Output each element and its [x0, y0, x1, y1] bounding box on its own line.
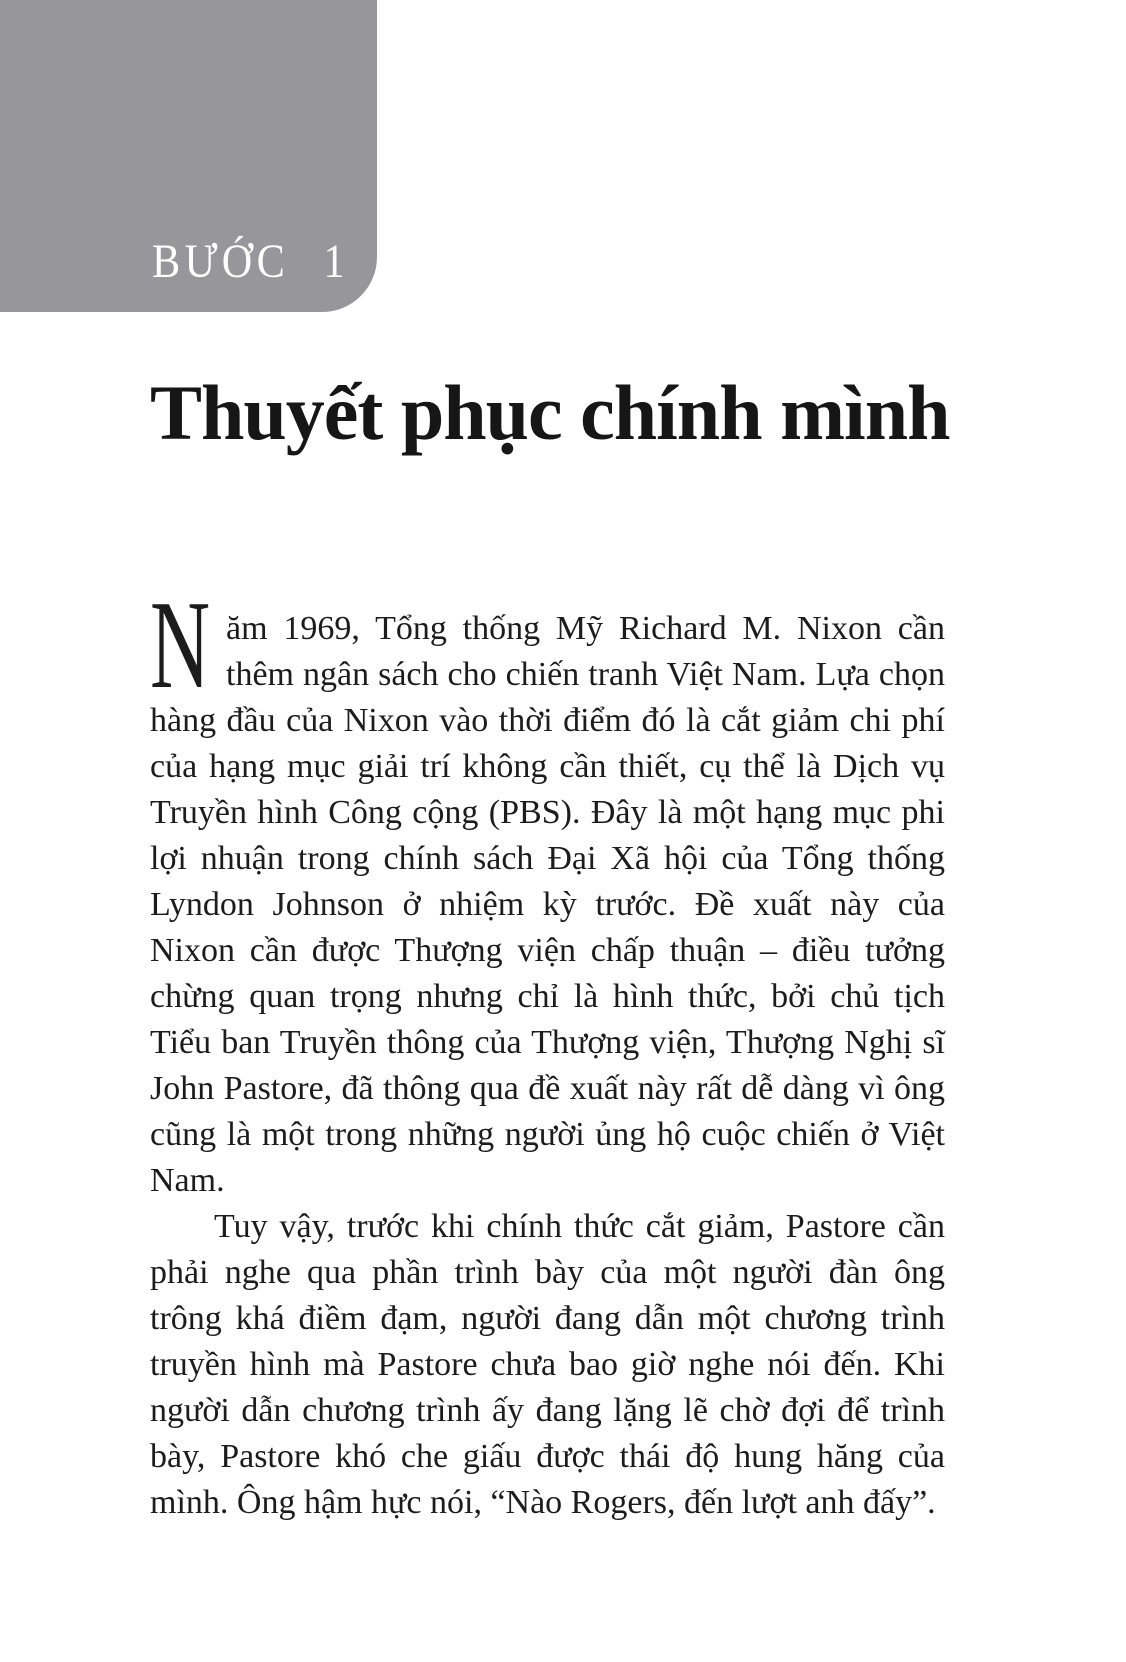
paragraph-2: Tuy vậy, trước khi chính thức cắt giảm, Pastore cần phải nghe qua phần trình bày của một người đàn ông trông khá điềm đạm, người đang dẫn một chương trình truyền hình mà Pastore chưa bao giờ nghe nói đến. Khi người dẫn chương trình ấy đang lặng lẽ chờ đợi để trình bày, Pastore khó che giấu được thái độ hung hăng của mình. Ông hậm hực nói, “Nào Rogers, đến lượt anh đấy”.: [150, 1208, 945, 1521]
drop-cap: N: [150, 576, 211, 715]
body-text-block: [150, 576, 945, 1526]
paragraph-1: [150, 576, 945, 1204]
chapter-step-label: BƯỚC 1: [152, 235, 350, 288]
chapter-step-badge: [0, 0, 377, 312]
chapter-title: Thuyết phục chính mình: [150, 369, 950, 456]
paragraph-1-text: ăm 1969, Tổng thống Mỹ Richard M. Nixon cần thêm ngân sách cho chiến tranh Việt Nam. Lựa chọn hàng đầu của Nixon vào thời điểm đó là cắt giảm chi phí của hạng mục giải trí không cần thiết, cụ thể là Dịch vụ Truyền hình Công cộng (PBS). Đây là một hạng mục phi lợi nhuận trong chính sách Đại Xã hội của Tổng thống Lyndon Johnson ở nhiệm kỳ trước. Đề xuất này của Nixon cần được Thượng viện chấp thuận – điều tưởng chừng quan trọng nhưng chỉ là hình thức, bởi chủ tịch Tiểu ban Truyền thông của Thượng viện, Thượng Nghị sĩ John Pastore, đã thông qua đề xuất này rất dễ dàng vì ông cũng là một trong những người ủng hộ cuộc chiến ở Việt Nam.: [150, 610, 945, 1199]
